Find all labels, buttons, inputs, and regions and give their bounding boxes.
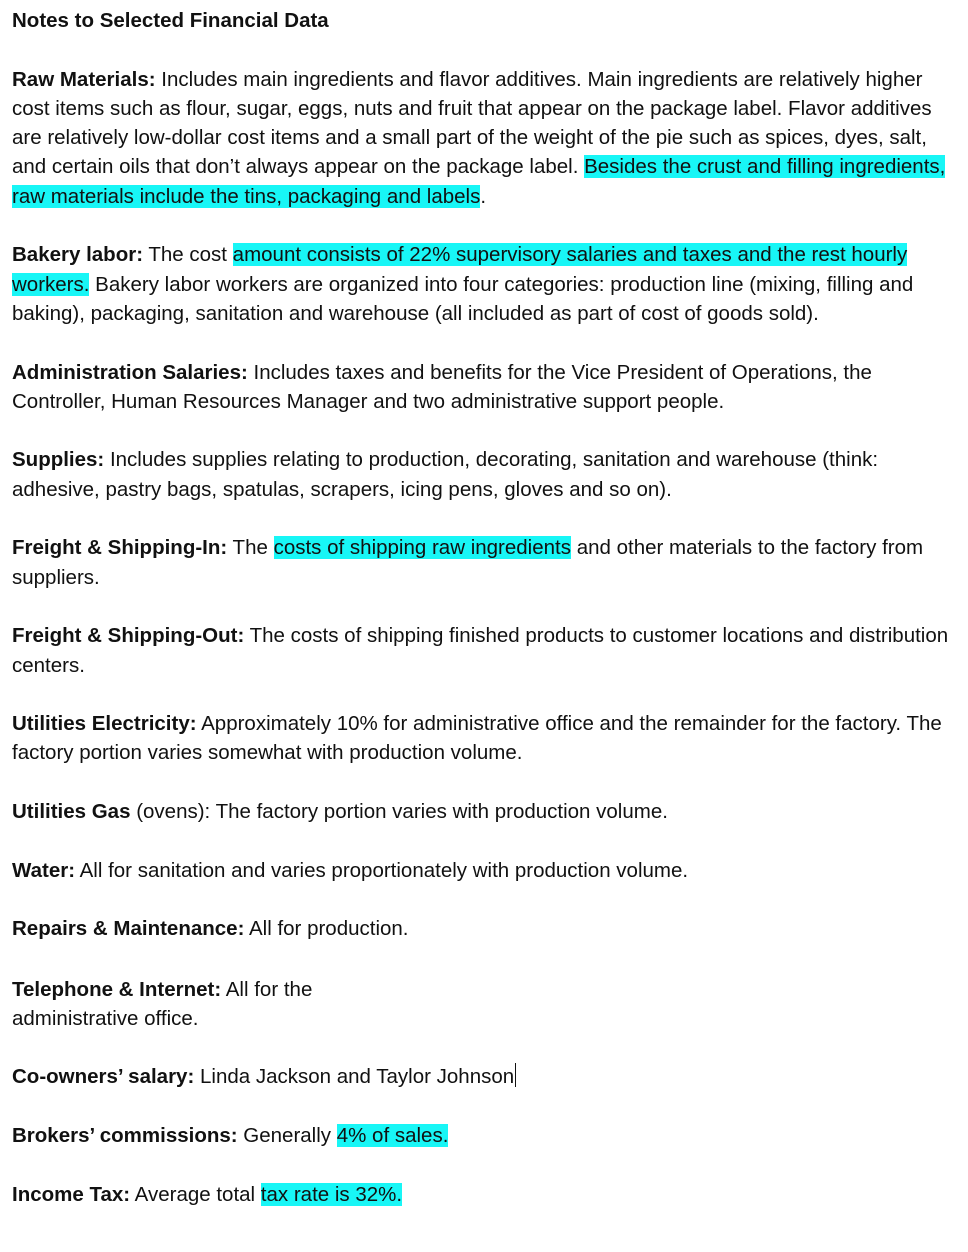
note-bakery-labor <box>12 240 956 328</box>
note-term: Income Tax: <box>12 1182 131 1206</box>
note-term: Repairs & Maintenance: <box>12 917 245 941</box>
note-text: Generally <box>237 1123 337 1147</box>
note-text: Linda Jackson and Taylor Johnson <box>194 1065 515 1089</box>
note-term: Brokers’ commissions: <box>12 1123 238 1147</box>
note-term: Water: <box>12 858 76 882</box>
note-telephone <box>12 975 352 1034</box>
note-term: Supplies: <box>12 448 105 472</box>
note-freight-out <box>12 621 956 680</box>
note-text: Approximately 10% for administrative office and the remainder for the factory. The factory portion varies somewhat with production volume. <box>12 712 942 765</box>
note-term: Co-owners’ salary: <box>12 1065 195 1089</box>
note-term: Utilities Gas <box>12 800 131 824</box>
note-income-tax <box>12 1180 956 1209</box>
note-text-tail: Bakery labor workers are organized into four categories: production line (mixing, filling and baking), packaging, sanitation and warehouse (all included as part of cost of goods sold). <box>12 272 914 325</box>
note-term: Administration Salaries: <box>12 360 248 384</box>
note-term: Bakery labor: <box>12 243 144 267</box>
note-supplies <box>12 445 956 504</box>
note-term: Freight & Shipping-In: <box>12 536 228 560</box>
note-text: The <box>227 536 274 560</box>
note-term: Raw Materials: <box>12 67 156 91</box>
note-text: Average total <box>130 1182 261 1206</box>
note-term: Freight & Shipping-Out: <box>12 624 245 648</box>
note-text: All for production. <box>244 917 409 941</box>
note-admin-salaries <box>12 358 956 417</box>
note-freight-in <box>12 533 956 592</box>
highlighted-text: amount consists of 22% supervisory salaries and taxes and the rest hourly workers. <box>12 243 908 296</box>
highlighted-text: 4% of sales. <box>336 1123 449 1147</box>
note-text: All for sanitation and varies proportionately with production volume. <box>75 858 689 882</box>
note-utilities-electricity <box>12 709 956 768</box>
note-water <box>12 856 956 885</box>
note-text: Includes supplies relating to production, decorating, sanitation and warehouse (think: adhesive, pastry bags, spatulas, scrapers, icing pens, gloves and so on). <box>12 448 879 501</box>
note-co-owners <box>12 1062 956 1091</box>
note-text: The cost <box>143 243 233 267</box>
note-term: Utilities Electricity: <box>12 712 197 736</box>
note-repairs <box>12 914 956 943</box>
note-text: The costs of shipping finished products to customer locations and distribution centers. <box>12 624 949 677</box>
page-title: Notes to Selected Financial Data <box>12 9 329 32</box>
note-text: Includes taxes and benefits for the Vice President of Operations, the Controller, Human Resources Manager and two administrative support people. <box>12 360 872 413</box>
note-text-tail: and other materials to the factory from suppliers. <box>12 536 924 589</box>
note-utilities-gas <box>12 797 956 826</box>
note-text-tail: . <box>480 184 487 208</box>
note-text: (ovens): The factory portion varies with production volume. <box>130 800 668 824</box>
highlighted-text: tax rate is 32%. <box>260 1182 403 1206</box>
note-raw-materials <box>12 65 956 211</box>
text-cursor <box>515 1063 516 1087</box>
highlighted-text: Besides the crust and filling ingredients, raw materials include the tins, packaging and labels <box>12 155 946 208</box>
note-text: All for the administrative office. <box>12 977 313 1030</box>
note-term: Telephone & Internet: <box>12 977 222 1001</box>
note-brokers <box>12 1121 956 1150</box>
note-text: Includes main ingredients and flavor additives. Main ingredients are relatively higher cost items such as flour, sugar, eggs, nuts and fruit that appear on the package label. Flavor additives are relatively low-dollar cost items and a small part of the weight of the pie such as spices, dyes, salt, and certain oils that don’t always appear on the package label. <box>12 67 932 179</box>
highlighted-text: costs of shipping raw ingredients <box>273 536 571 560</box>
